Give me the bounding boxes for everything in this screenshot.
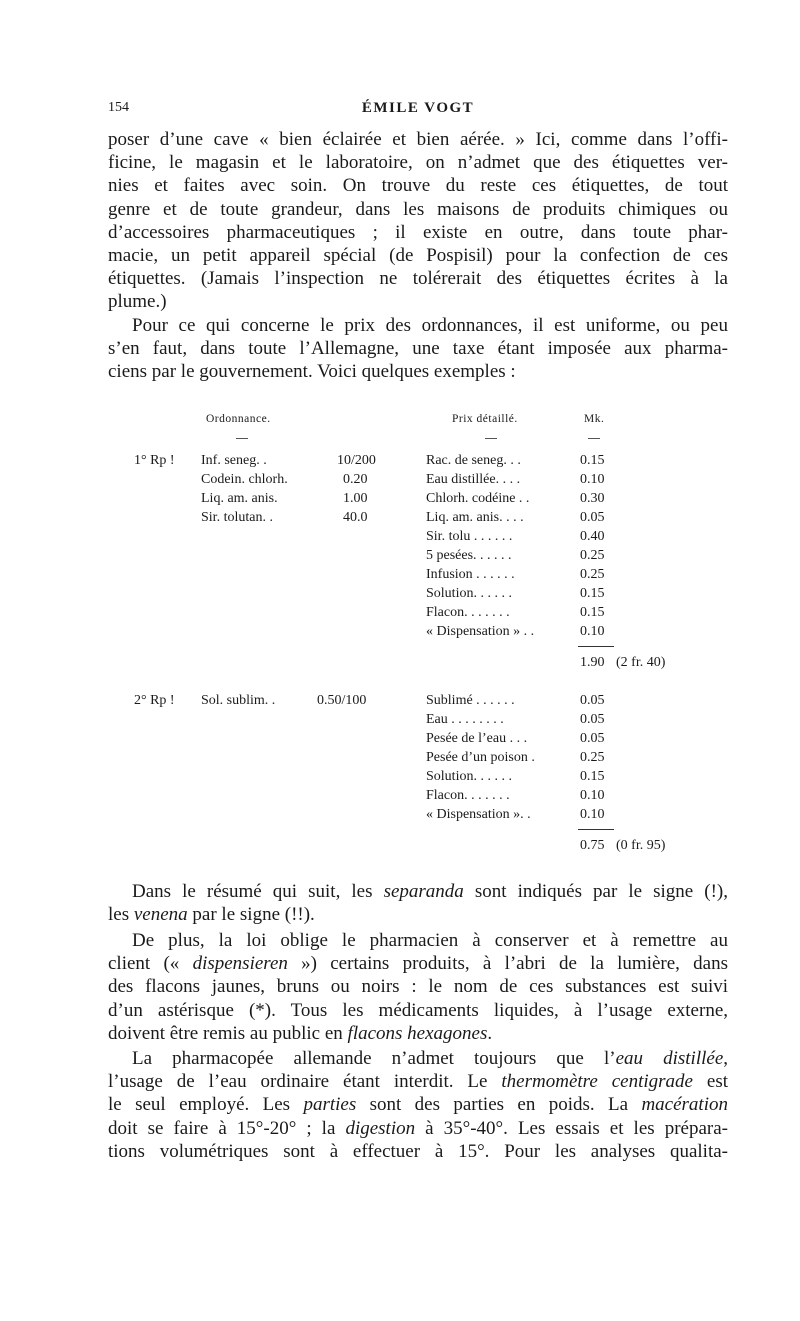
header-mk: Mk. xyxy=(584,413,605,425)
price-value: 0.05 xyxy=(580,712,605,727)
price-label: Flacon. . . . . . . xyxy=(426,788,510,803)
text-line: étiquettes. (Jamais l’inspection ne tolérerait des étiquettes écrites à la xyxy=(108,268,728,290)
ingredient-name: Inf. seneg. . xyxy=(201,453,267,468)
page-header xyxy=(108,100,728,122)
price-value: 0.25 xyxy=(580,750,605,765)
italic-term: separanda xyxy=(383,881,464,902)
price-value: 0.05 xyxy=(580,731,605,746)
ingredient-dose: 40.0 xyxy=(343,510,368,525)
text-line: nies et faites avec soin. On trouve du reste ces étiquettes, de tout xyxy=(108,175,728,197)
text-line: ciens par le gouvernement. Voici quelques exemples : xyxy=(108,361,516,383)
italic-term: macération xyxy=(641,1094,728,1116)
price-label: Pesée de l’eau . . . xyxy=(426,731,528,746)
price-label: Rac. de seneg. . . xyxy=(426,453,521,468)
price-value: 0.25 xyxy=(580,567,605,582)
text-line: d’un astérisque (*). Tous les médicaments liquides, à l’usage externe, xyxy=(108,999,728,1021)
text-line: l’usage de l’eau ordinaire étant interdit. Le thermomètre centigrade est xyxy=(108,1071,728,1093)
ingredient-dose: 0.50/100 xyxy=(317,693,367,708)
paragraph-3 xyxy=(108,880,728,926)
price-value: 0.10 xyxy=(580,788,605,803)
price-label: Solution. . . . . . xyxy=(426,769,512,784)
header-ordonnance: Ordonnance. xyxy=(206,413,271,425)
price-value: 0.15 xyxy=(580,586,605,601)
price-label: Pesée d’un poison . xyxy=(426,750,535,765)
price-value: 0.15 xyxy=(580,453,605,468)
price-label: Eau . . . . . . . . xyxy=(426,712,504,727)
price-label: Flacon. . . . . . . xyxy=(426,605,510,620)
ingredient-name: Liq. am. anis. xyxy=(201,491,278,506)
price-value: 0.05 xyxy=(580,510,605,525)
price-value: 0.30 xyxy=(580,491,605,506)
italic-term: parties xyxy=(303,1094,357,1116)
running-title: ÉMILE VOGT xyxy=(361,100,475,116)
price-value: 0.10 xyxy=(580,624,605,639)
italic-term: digestion xyxy=(345,1117,416,1139)
text-line: s’en faut, dans toute l’Allemagne, une taxe étant imposée aux pharma- xyxy=(108,338,728,360)
total-mk: 0.75 xyxy=(580,838,605,853)
price-value: 0.40 xyxy=(580,529,605,544)
price-label: Solution. . . . . . xyxy=(426,586,512,601)
price-value: 0.10 xyxy=(580,807,605,822)
price-label: Eau distillée. . . . xyxy=(426,472,521,487)
page-number: 154 xyxy=(108,100,129,115)
text-line: doivent être remis au public en flacons hexagones. xyxy=(108,1022,493,1044)
text-line: genre et de toute grandeur, dans les maisons de produits chimiques ou xyxy=(108,198,728,220)
text-line: ficine, le magasin et le laboratoire, on n’admet que des étiquettes ver- xyxy=(108,152,728,174)
price-value: 0.15 xyxy=(580,769,605,784)
text-line: d’accessoires pharmaceutiques ; il existe en outre, dans toute phar- xyxy=(108,221,728,243)
total-mk: 1.90 xyxy=(580,655,605,670)
price-label: Sir. tolu . . . . . . xyxy=(426,529,513,544)
text-line: De plus, la loi oblige le pharmacien à conserver et à remettre au xyxy=(132,930,728,951)
header-dash xyxy=(236,438,248,439)
price-value: 0.25 xyxy=(580,548,605,563)
text-line: Dans le résumé qui suit, les separanda sont indiqués par le signe (!), xyxy=(132,881,729,902)
ingredient-name: Codein. chlorh. xyxy=(201,472,288,487)
ingredient-dose: 0.20 xyxy=(343,472,368,487)
price-label: « Dispensation » . . xyxy=(426,624,535,639)
text-line: La pharmacopée allemande n’admet toujours que l’eau distillée, xyxy=(132,1048,729,1069)
price-label: Chlorh. codéine . . xyxy=(426,491,530,506)
italic-term: eau distillée xyxy=(615,1048,724,1069)
text-line: poser d’une cave « bien éclairée et bien aérée. » Ici, comme dans l’offi- xyxy=(108,129,728,150)
paragraph-5 xyxy=(108,1047,728,1163)
example-number: 2° Rp ! xyxy=(134,693,175,708)
total-francs: (2 fr. 40) xyxy=(616,655,666,670)
header-dash xyxy=(588,438,600,439)
ingredient-name: Sir. tolutan. . xyxy=(201,510,273,525)
price-value: 0.10 xyxy=(580,472,605,487)
header-dash xyxy=(485,438,497,439)
price-label: Liq. am. anis. . . . xyxy=(426,510,524,525)
text-line: tions volumétriques sont à effectuer à 15°. Pour les analyses qualita- xyxy=(108,1140,728,1162)
italic-term: venena xyxy=(133,904,188,926)
paragraph-2 xyxy=(108,314,728,384)
price-value: 0.15 xyxy=(580,605,605,620)
price-value: 0.05 xyxy=(580,693,605,708)
paragraph-4 xyxy=(108,929,728,1045)
italic-term: dispensieren xyxy=(192,953,288,975)
text-line: doit se faire à 15°-20° ; la digestion à 35°-40°. Les essais et les prépara- xyxy=(108,1117,728,1139)
italic-term: flacons hexagones xyxy=(347,1022,488,1044)
price-label: 5 pesées. . . . . . xyxy=(426,548,512,563)
text-line: Pour ce qui concerne le prix des ordonnances, il est uniforme, ou peu xyxy=(132,315,728,336)
text-line: macie, un petit appareil spécial (de Pospisil) pour la confection de ces xyxy=(108,244,728,266)
total-rule xyxy=(578,646,614,647)
ingredient-dose: 10/200 xyxy=(337,453,376,468)
text-line: le seul employé. Les parties sont des parties en poids. La macération xyxy=(108,1094,728,1116)
paragraph-1 xyxy=(108,128,728,314)
italic-term: thermomètre centigrade xyxy=(501,1071,693,1093)
text-line: les venena par le signe (!!). xyxy=(108,904,315,926)
price-label: Sublimé . . . . . . xyxy=(426,693,515,708)
price-label: Infusion . . . . . . xyxy=(426,567,515,582)
text-line: des flacons jaunes, bruns ou noirs : le nom de ces substances est suivi xyxy=(108,976,728,998)
price-label: « Dispensation ». . xyxy=(426,807,531,822)
ingredient-dose: 1.00 xyxy=(343,491,368,506)
total-rule xyxy=(578,829,614,830)
ingredient-name: Sol. sublim. . xyxy=(201,693,276,708)
header-prix: Prix détaillé. xyxy=(452,413,518,425)
text-line: client (« dispensieren ») certains produits, à l’abri de la lumière, dans xyxy=(108,953,729,975)
total-francs: (0 fr. 95) xyxy=(616,838,666,853)
text-line: plume.) xyxy=(108,291,167,313)
example-number: 1° Rp ! xyxy=(134,453,175,468)
